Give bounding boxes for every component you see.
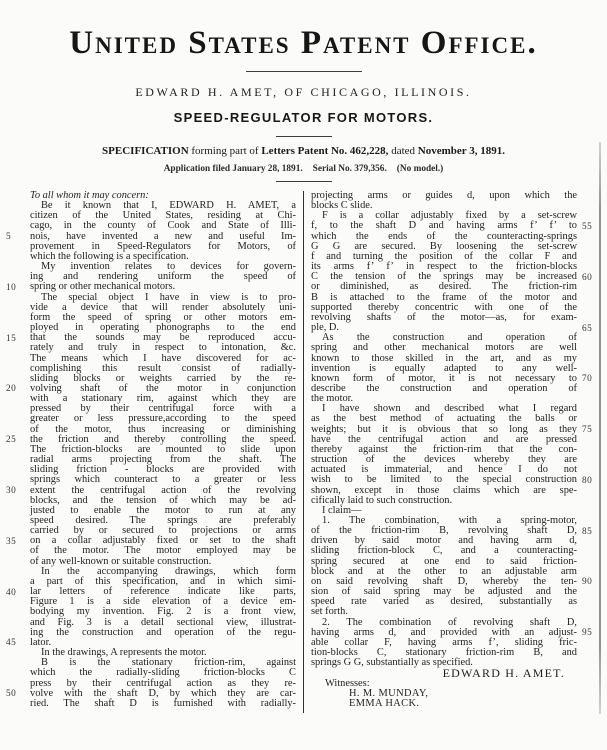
text-line: provement in Speed-Regulators for Motors, of	[30, 240, 296, 252]
text-line: or diminished, as desired. The friction-rim	[311, 281, 577, 293]
line-number: 80	[582, 475, 593, 486]
line-number: 85	[582, 526, 593, 537]
text-line: C the tension of the springs may be increased 60	[311, 272, 577, 282]
text-line: spring or other mechanical motors. 10	[6, 281, 176, 293]
text-line: as the best method of actuating the balls or	[311, 413, 577, 425]
line-number: 70	[582, 374, 593, 385]
line-number: 10	[6, 282, 17, 293]
text-line: f, to the shaft D and having arms f’ f’ to 55	[311, 221, 577, 231]
text-line: invention is equally adapted to any well-	[311, 362, 577, 374]
text-line: lar letters of reference indicate like parts, 40	[6, 586, 296, 598]
text-line: greater or less pressure,according to the speed	[30, 413, 296, 425]
text-line: I claim—	[322, 504, 362, 516]
left-column	[6, 190, 296, 709]
text-line: which the following is a specification.	[30, 250, 189, 262]
text-line: To all whom it may concern:	[30, 190, 149, 201]
line-number: 35	[6, 536, 17, 547]
text-line: volving shaft of the motor in conjunction 20	[6, 382, 296, 395]
text-line: known form of motor, it is not necessary to 70	[311, 374, 577, 384]
text-line: speed desired. The springs are preferably	[30, 515, 296, 526]
text-line: ing and rendering uniform the speed of	[30, 271, 296, 283]
text-line: EDWARD H. AMET.	[442, 666, 565, 681]
section-divider	[276, 136, 332, 137]
text-line: B is the stationary friction-rim, against	[41, 657, 296, 669]
text-line: the friction and thereby controlling the speed. 25	[6, 433, 296, 446]
specification-segment: Letters Patent No. 462,228,	[261, 145, 389, 157]
text-line: Figure 1 is a side elevation of a device em-	[30, 596, 296, 608]
text-line: ple, D. 65	[311, 323, 577, 333]
text-line: having arms d, and provided with an adjust- 95	[311, 628, 577, 638]
text-line: nois, have invented a new and useful Im- 5	[6, 230, 296, 243]
text-line: revolving shafts of the motor—as, for exam-	[311, 311, 577, 323]
text-line: struction of the devices whereby they are	[311, 454, 577, 466]
text-line: press by their centrifugal action as they re-	[30, 677, 296, 689]
text-line: which the radially-sliding friction-blocks C	[30, 667, 296, 679]
text-line: wish to be limited to the special construction 80	[311, 475, 577, 485]
line-number: 65	[582, 323, 593, 334]
text-line: justed to enable the motor to run at any	[30, 504, 296, 516]
text-line: complishing this result consist of radially-	[30, 362, 296, 374]
text-line: which the ends of the counteracting-springs	[311, 230, 577, 242]
text-line: driven by said motor and having arm d,	[311, 535, 577, 547]
line-number: 60	[582, 272, 593, 283]
text-line: Be it known that I, EDWARD H. AMET, a	[41, 200, 296, 212]
line-number: 15	[6, 333, 17, 344]
text-line: ployed in operating phonographs to the end	[30, 322, 296, 334]
text-line: thereby against the friction-rim that the con-	[311, 443, 577, 455]
text-line: The special object I have in view is to pro-	[41, 291, 296, 303]
text-line: ried. The shaft D is furnished with radially-	[30, 697, 296, 709]
text-line: able collar F, having arms f’, sliding fric-	[311, 636, 577, 648]
scan-edge-artifact	[599, 142, 601, 714]
text-line: cago, in the county of Cook and State of Illi-	[30, 220, 296, 232]
line-number: 30	[6, 486, 17, 497]
text-line: on said revolving shaft D, whereby the ten- 90	[311, 577, 577, 587]
text-line: carried by or secured to projections or arms	[30, 525, 296, 537]
text-line: springs G G, substantially as specified.	[311, 657, 473, 669]
text-line: rately and truly in respect to intonation, &c.	[30, 342, 296, 354]
text-line: spring secured at one end to said friction-	[311, 555, 577, 567]
text-line: F is a collar adjustably fixed by a set-screw	[322, 210, 577, 222]
text-line: shown, except in those claims which are spe-	[311, 484, 577, 496]
text-line: actuated is immaterial, and hence I do not	[311, 464, 577, 476]
text-line: of the friction-rim B, revolving shaft D, 85	[311, 526, 577, 536]
invention-title: SPEED-REGULATOR FOR MOTORS.	[173, 110, 434, 125]
line-number: 45	[6, 638, 17, 649]
text-line: have the centrifugal action and are pressed	[311, 433, 577, 445]
line-number: 50	[6, 689, 17, 700]
text-line: ing the construction and operation of the regu-	[30, 626, 296, 638]
text-line: EMMA HACK.	[349, 697, 420, 709]
text-line: describe the construction and operation of	[311, 382, 577, 394]
text-line: H. M. MUNDAY,	[349, 687, 429, 699]
text-line: 1. The combination, with a spring-motor,	[322, 515, 577, 526]
line-number: 90	[582, 577, 593, 588]
specification-segment: dated	[388, 145, 418, 157]
text-line: sliding friction - blocks are provided with	[30, 464, 296, 476]
text-line: In the drawings, A represents the motor.	[41, 647, 207, 659]
text-line: f and turning the position of the collar F and	[311, 250, 577, 262]
text-line: that the sounds may be reproduced accu- 15	[6, 332, 296, 344]
text-line: of the motor. The motor employed may be	[30, 545, 296, 557]
text-line: sliding friction-block C, and a counteracting-	[311, 545, 577, 557]
text-line: G G are secured. By loosening the set-screw	[311, 240, 577, 252]
text-line: My invention relates to devices for govern-	[41, 261, 296, 273]
text-line: bodying my invention. Fig. 2 is a front view,	[30, 606, 296, 618]
text-line: sliding blocks or weights carried by the re-	[30, 372, 296, 384]
application-segment: (No model.)	[396, 164, 444, 174]
text-line: radial arms projecting from the shaft. The	[30, 454, 296, 466]
header-divider	[246, 71, 362, 72]
text-line: of the motor, thus increasing or diminishing	[30, 423, 296, 435]
text-line: tion-blocks C, stationary friction-rim B, and	[311, 647, 577, 659]
text-line: As the construction and operation of	[322, 332, 577, 344]
specification-segment: SPECIFICATION	[102, 145, 189, 157]
text-line: vide a device that will render absolutely uni-	[30, 301, 296, 313]
text-line: spring and other mechanical motors are well	[311, 342, 577, 354]
text-line: citizen of the United States, residing at Chi-	[30, 210, 296, 222]
text-line: speed rate varied as desired, substantially as	[311, 596, 577, 608]
text-line: lator. 45	[6, 636, 52, 649]
text-line: known to those skilled in the art, and as my	[311, 352, 577, 364]
text-line: blocks, and the tension of which may be ad-	[30, 494, 296, 506]
text-line: 2. The combination of revolving shaft D,	[322, 616, 577, 628]
text-line: with a stationary rim, against which they are	[30, 393, 296, 405]
specification-segment: November 3, 1891.	[417, 145, 505, 157]
text-line: a part of this specification, and in which simi-	[30, 575, 296, 587]
text-line: supported thereby concentric with one of the	[311, 301, 577, 313]
text-line: form the speed of spring or other motors em-	[30, 311, 296, 323]
text-line: volve with the shaft D, by which they are car- 50	[6, 687, 296, 700]
application-segment: Serial No. 379,356.	[312, 164, 387, 174]
text-line: blocks C slide.	[311, 200, 373, 212]
line-number: 55	[582, 221, 593, 232]
text-line: set forth.	[311, 606, 348, 618]
text-line: I have shown and described what I regard	[322, 403, 577, 415]
text-line: block and at the other to an adjustable arm	[311, 565, 577, 577]
line-number: 25	[6, 435, 17, 446]
line-number: 20	[6, 384, 17, 395]
specification-segment: forming part of	[188, 145, 262, 157]
text-line: projecting arms or guides d, upon which the	[311, 190, 577, 201]
line-number: 75	[582, 425, 593, 436]
text-line: and Fig. 3 is a detail sectional view, illustrat-	[30, 616, 296, 628]
text-line: on a collar adjustably fixed or set to the shaft 35	[6, 535, 296, 547]
application-segment: Application filed January 28, 1891.	[163, 164, 303, 174]
text-line: The friction-blocks are mounted to slide upon	[30, 443, 296, 455]
text-line: the motor.	[311, 393, 354, 405]
page-title: United States Patent Office.	[69, 25, 538, 61]
text-line: extent the centrifugal action of the revolving 30	[6, 484, 296, 497]
application-line	[0, 164, 607, 174]
text-line: springs which counteract to a greater or less	[30, 474, 296, 486]
text-line: Witnesses:	[325, 677, 370, 689]
column-divider-rule	[303, 191, 304, 713]
text-line: of any well-known or suitable construction.	[30, 555, 212, 567]
text-line: sion of said spring may be adjusted and the	[311, 586, 577, 598]
inventor-byline: EDWARD H. AMET, OF CHICAGO, ILLINOIS.	[135, 85, 472, 99]
text-line: The means which I have discovered for ac-	[30, 352, 296, 364]
right-column	[311, 190, 593, 709]
line-number: 40	[6, 587, 17, 598]
text-line: cifically laid to such construction.	[311, 494, 453, 506]
text-line: pressed by their centrifugal force with a	[30, 403, 296, 415]
specification-line	[0, 145, 607, 157]
text-line: B is attached to the frame of the motor and	[311, 291, 577, 303]
line-number: 5	[6, 232, 12, 243]
text-line: In the accompanying drawings, which form	[41, 565, 296, 577]
text-line: its arms f’ f’ in respect to the friction-blocks	[311, 261, 577, 273]
line-number: 95	[582, 628, 593, 639]
body-divider	[276, 181, 332, 182]
text-line: weights; but it is obvious that so long as they 75	[311, 425, 577, 435]
